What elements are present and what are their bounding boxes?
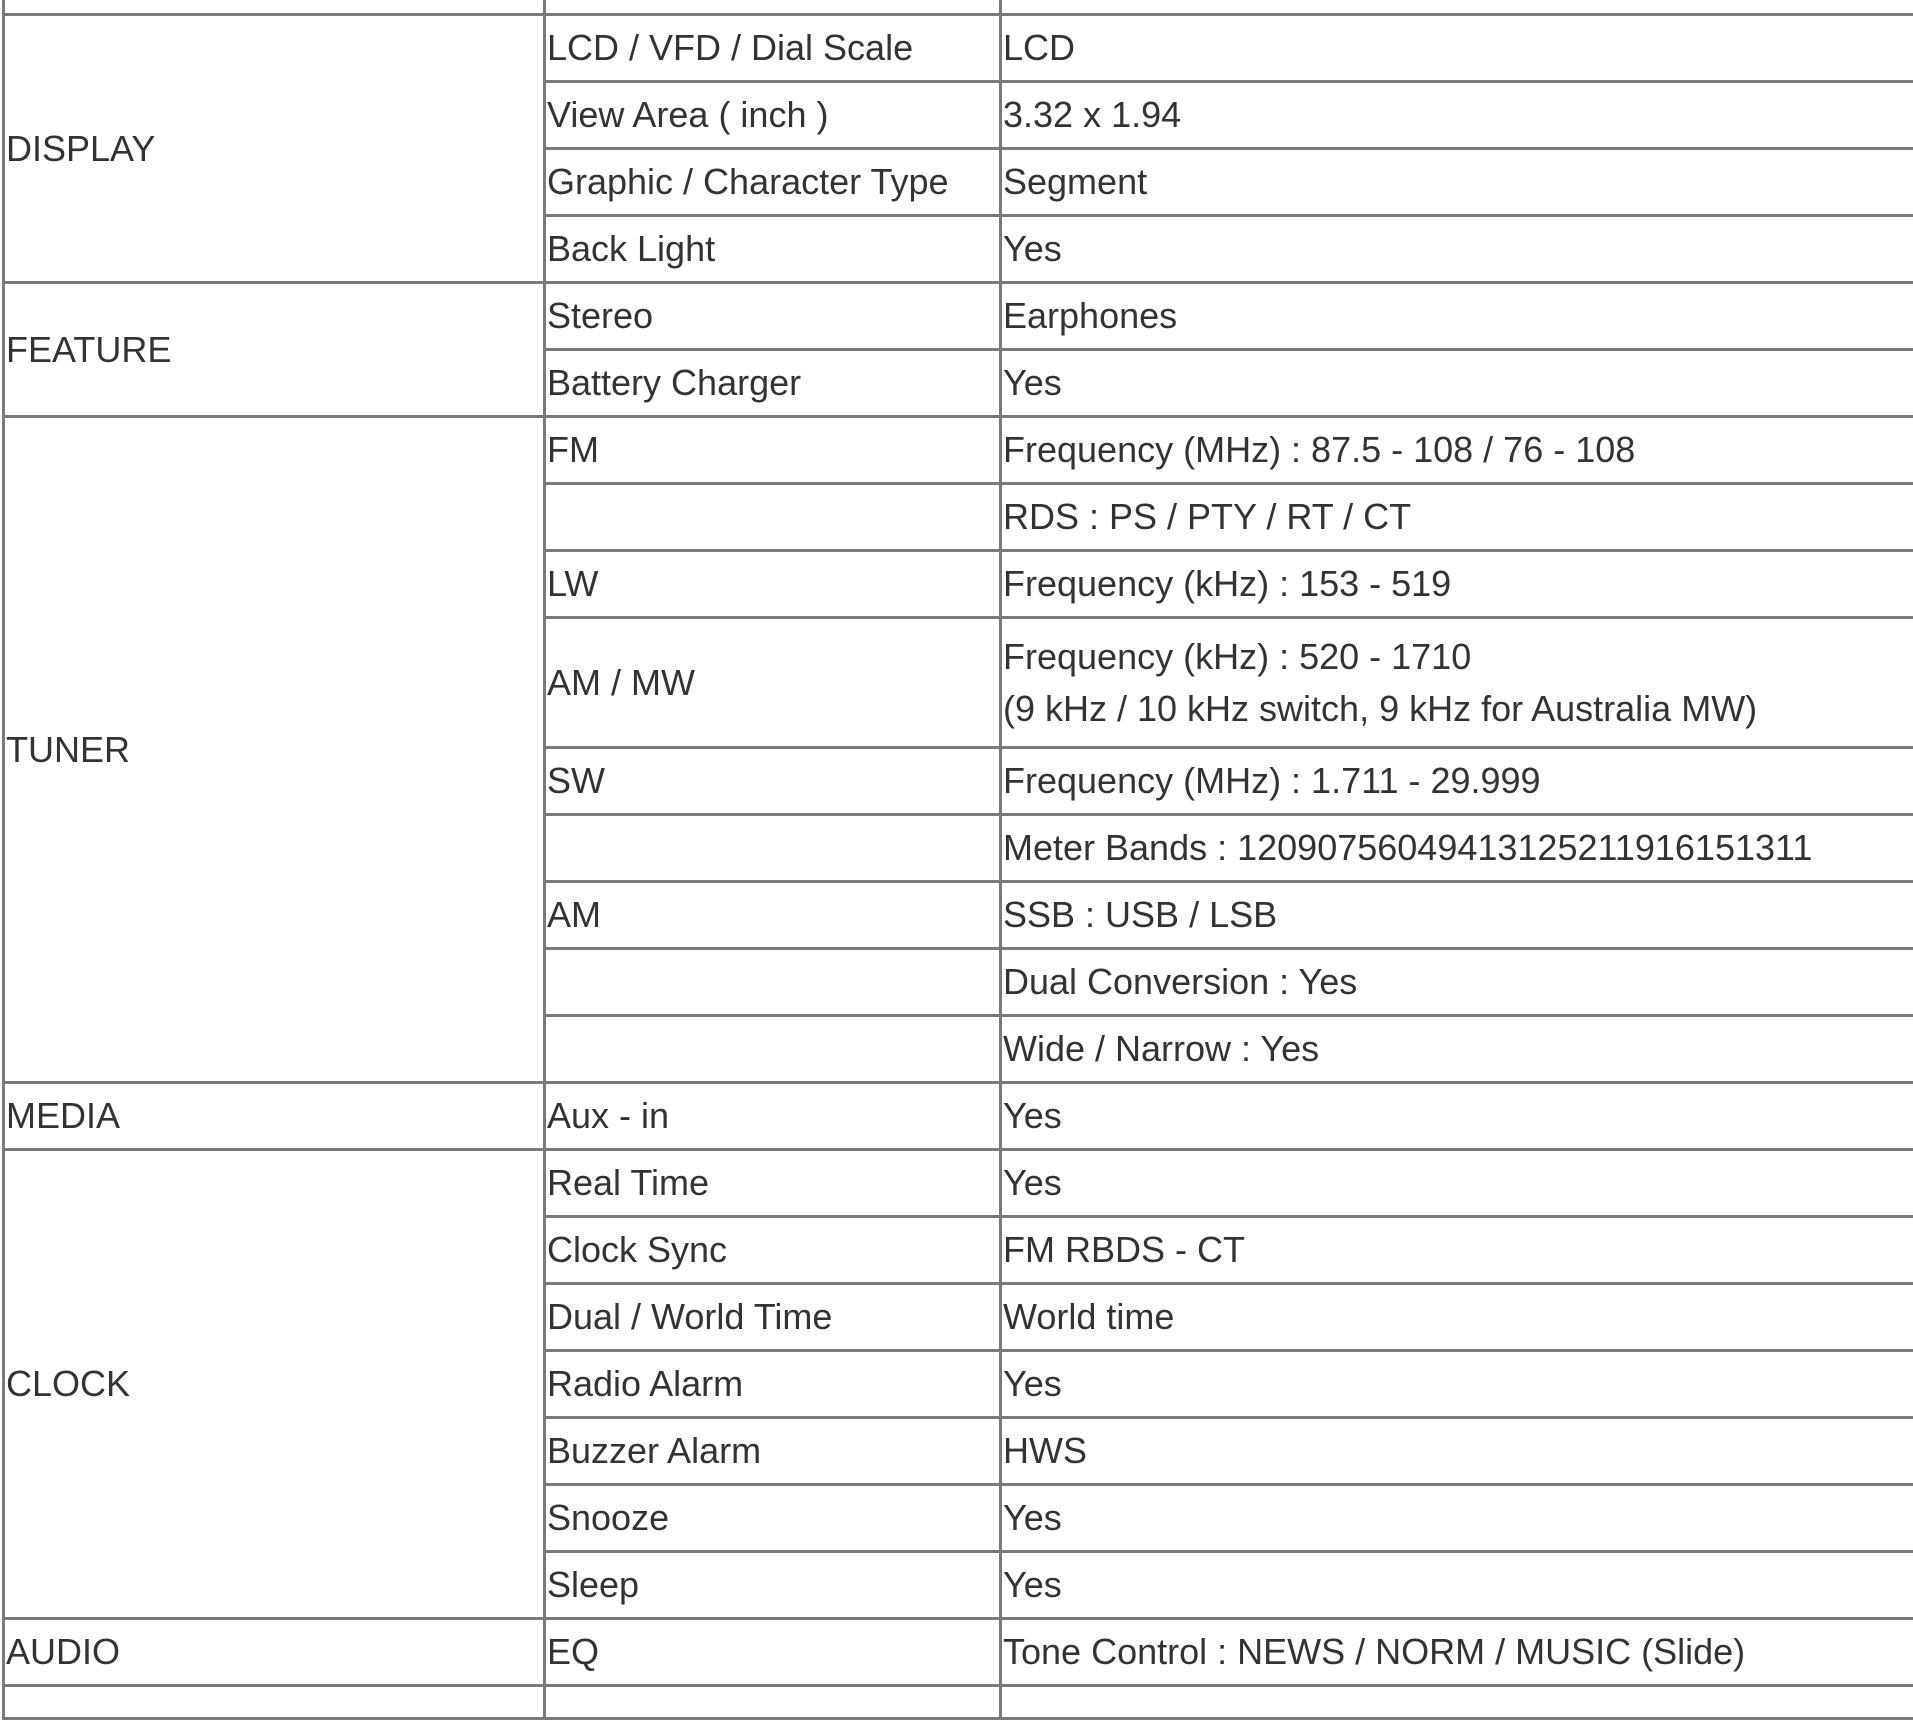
- table-row: [4, 283, 1913, 350]
- value-cell: Meter Bands : 120907560494131252119161513​11: [1001, 815, 1913, 882]
- table-row-cutoff: [4, 0, 1913, 15]
- value-cell: RDS : PS / PTY / RT / CT: [1001, 484, 1913, 551]
- category-cell-cutoff: [4, 0, 545, 15]
- feature-cell: Buzzer Alarm: [545, 1418, 1001, 1485]
- value-cell: Yes: [1001, 216, 1913, 283]
- spec-table: [2, 0, 1913, 1720]
- table-row: [4, 1150, 1913, 1217]
- feature-cell: FM: [545, 417, 1001, 484]
- value-cell-cutoff: [1001, 0, 1913, 15]
- value-cell: Frequency (kHz) : 153 - 519: [1001, 551, 1913, 618]
- feature-cell: Real Time: [545, 1150, 1001, 1217]
- value-cell: Wide / Narrow : Yes: [1001, 1016, 1913, 1083]
- feature-cell: Back Light: [545, 216, 1001, 283]
- table-row: [4, 1619, 1913, 1686]
- feature-cell: Sleep: [545, 1552, 1001, 1619]
- value-cell-multiline: [1001, 618, 1913, 748]
- value-cell: Earphones: [1001, 283, 1913, 350]
- value-cell: Dual Conversion : Yes: [1001, 949, 1913, 1016]
- value-cell: World time: [1001, 1284, 1913, 1351]
- feature-cell: LCD / VFD / Dial Scale: [545, 15, 1001, 82]
- feature-cell: [545, 1016, 1001, 1083]
- value-cell: Segment: [1001, 149, 1913, 216]
- category-display: DISPLAY: [4, 15, 545, 283]
- feature-cell: Radio Alarm: [545, 1351, 1001, 1418]
- value-line-2: (9 kHz / 10 kHz switch, 9 kHz for Australia MW): [1003, 683, 1913, 735]
- value-cell: Yes: [1001, 1485, 1913, 1552]
- value-cell: Yes: [1001, 350, 1913, 417]
- category-clock: CLOCK: [4, 1150, 545, 1619]
- feature-cell: AM: [545, 882, 1001, 949]
- feature-cell-cutoff: [545, 1686, 1001, 1719]
- value-cell: 3.32 x 1.94: [1001, 82, 1913, 149]
- value-cell: HWS: [1001, 1418, 1913, 1485]
- table-row-cutoff: [4, 1686, 1913, 1719]
- feature-cell: Stereo: [545, 283, 1001, 350]
- category-media: MEDIA: [4, 1083, 545, 1150]
- feature-cell: Snooze: [545, 1485, 1001, 1552]
- feature-cell: Battery Charger: [545, 350, 1001, 417]
- feature-cell: Clock Sync: [545, 1217, 1001, 1284]
- table-row: [4, 1083, 1913, 1150]
- value-cell: SSB : USB / LSB: [1001, 882, 1913, 949]
- category-feature: FEATURE: [4, 283, 545, 417]
- value-cell: Tone Control : NEWS / NORM / MUSIC (Slide): [1001, 1619, 1913, 1686]
- feature-cell: LW: [545, 551, 1001, 618]
- value-cell: FM RBDS - CT: [1001, 1217, 1913, 1284]
- value-cell: Frequency (MHz) : 1.711 - 29.999: [1001, 748, 1913, 815]
- value-line-1: Frequency (kHz) : 520 - 1710: [1003, 631, 1913, 683]
- feature-cell: [545, 815, 1001, 882]
- table-row: [4, 15, 1913, 82]
- feature-cell: SW: [545, 748, 1001, 815]
- value-cell: Yes: [1001, 1351, 1913, 1418]
- feature-cell: Graphic / Character Type: [545, 149, 1001, 216]
- value-cell: Yes: [1001, 1552, 1913, 1619]
- feature-cell: [545, 949, 1001, 1016]
- value-cell: Frequency (MHz) : 87.5 - 108 / 76 - 108: [1001, 417, 1913, 484]
- feature-cell: EQ: [545, 1619, 1001, 1686]
- table-row: [4, 417, 1913, 484]
- feature-cell: Dual / World Time: [545, 1284, 1001, 1351]
- feature-cell: [545, 484, 1001, 551]
- feature-cell: Aux - in: [545, 1083, 1001, 1150]
- feature-cell: View Area ( inch ): [545, 82, 1001, 149]
- value-cell: Yes: [1001, 1083, 1913, 1150]
- category-audio: AUDIO: [4, 1619, 545, 1686]
- value-cell: LCD: [1001, 15, 1913, 82]
- feature-cell: AM / MW: [545, 618, 1001, 748]
- value-cell-cutoff: [1001, 1686, 1913, 1719]
- category-cell-cutoff: [4, 1686, 545, 1719]
- category-tuner: TUNER: [4, 417, 545, 1083]
- value-cell: Yes: [1001, 1150, 1913, 1217]
- feature-cell-cutoff: [545, 0, 1001, 15]
